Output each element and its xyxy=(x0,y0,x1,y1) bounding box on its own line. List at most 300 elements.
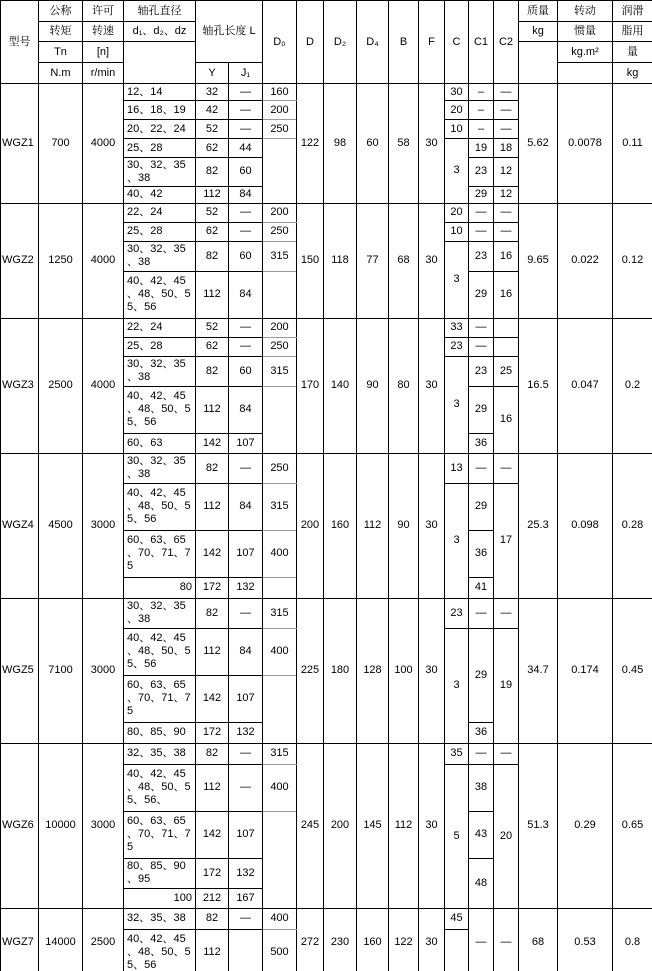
cell-bore: 25、28 xyxy=(124,222,196,241)
cell-bore: 12、14 xyxy=(124,84,196,101)
cell-y: 112 xyxy=(196,483,229,530)
cell-bore: 100 xyxy=(124,888,196,908)
cell-inertia: 0.022 xyxy=(558,203,613,318)
cell-bore: 30、32、35、38 xyxy=(124,241,196,271)
cell-y: 32 xyxy=(196,84,229,101)
cell-bore: 22、24 xyxy=(124,203,196,222)
cell-speed: 2500 xyxy=(83,908,124,971)
cell-c: 3 xyxy=(445,356,469,453)
cell-speed: 4000 xyxy=(83,318,124,453)
cell-d0: 200 xyxy=(263,101,297,120)
cell-d4: 60 xyxy=(357,84,389,204)
cell-y: 112 xyxy=(196,628,229,675)
cell-j1: — xyxy=(229,203,263,222)
cell-c xyxy=(445,929,469,971)
cell-c1: 29 xyxy=(469,271,494,318)
cell-d2: 98 xyxy=(324,84,357,204)
col-header-length-y: Y xyxy=(196,63,229,84)
cell-c1: 23 xyxy=(469,158,494,187)
col-header-grease: kg xyxy=(613,63,652,84)
cell-bore: 30、32、35、38 xyxy=(124,356,196,386)
cell-c1: 29 xyxy=(469,483,494,530)
cell-d0: 400 xyxy=(263,628,297,675)
cell-c1: 36 xyxy=(469,722,494,743)
cell-c2: 16 xyxy=(494,386,519,453)
cell-d0: 315 xyxy=(263,356,297,386)
cell-inertia: 0.047 xyxy=(558,318,613,453)
cell-d4: 77 xyxy=(357,203,389,318)
cell-j1: 167 xyxy=(229,888,263,908)
cell-d0: 400 xyxy=(263,764,297,811)
cell-j1: 60 xyxy=(229,158,263,187)
cell-c2: 25 xyxy=(494,356,519,386)
cell-c2: 19 xyxy=(494,628,519,743)
cell-y: 172 xyxy=(196,577,229,598)
cell-bore: 80、85、90 xyxy=(124,722,196,743)
cell-f: 30 xyxy=(419,453,445,598)
col-header-length-j1: J₁ xyxy=(229,63,263,84)
cell-mass: 34.7 xyxy=(519,598,558,743)
cell-d4: 90 xyxy=(357,318,389,453)
cell-j1: — xyxy=(229,84,263,101)
cell-bore: 25、28 xyxy=(124,337,196,356)
cell-d2: 200 xyxy=(324,743,357,908)
cell-j1 xyxy=(229,929,263,971)
cell-grease: 0.65 xyxy=(613,743,652,908)
cell-b: 90 xyxy=(389,453,419,598)
cell-c: 20 xyxy=(445,101,469,120)
cell-d: 170 xyxy=(297,318,324,453)
cell-j1: — xyxy=(229,318,263,337)
cell-c1: 36 xyxy=(469,433,494,453)
cell-d: 245 xyxy=(297,743,324,908)
col-header-b: B xyxy=(389,1,419,84)
cell-j1: — xyxy=(229,120,263,139)
col-header-d: D xyxy=(297,1,324,84)
cell-d0 xyxy=(263,139,297,204)
cell-c1: — xyxy=(469,203,494,222)
cell-c: 30 xyxy=(445,84,469,101)
cell-model: WGZ4 xyxy=(1,453,39,598)
cell-j1: 60 xyxy=(229,241,263,271)
cell-speed: 3000 xyxy=(83,598,124,743)
cell-grease: 0.45 xyxy=(613,598,652,743)
table-row xyxy=(1,598,652,628)
cell-d4: 160 xyxy=(357,908,389,971)
col-header-inertia: 转动 xyxy=(558,1,613,22)
cell-torque: 1250 xyxy=(39,203,83,318)
cell-torque: 10000 xyxy=(39,743,83,908)
cell-y: 172 xyxy=(196,722,229,743)
cell-c1: — xyxy=(469,598,494,628)
cell-model: WGZ3 xyxy=(1,318,39,453)
cell-j1: 84 xyxy=(229,386,263,433)
cell-torque: 4500 xyxy=(39,453,83,598)
cell-d: 150 xyxy=(297,203,324,318)
cell-y: 82 xyxy=(196,241,229,271)
cell-y: 62 xyxy=(196,337,229,356)
cell-c: 5 xyxy=(445,764,469,908)
cell-f: 30 xyxy=(419,743,445,908)
col-header-grease: 量 xyxy=(613,42,652,63)
cell-mass: 25.3 xyxy=(519,453,558,598)
cell-grease: 0.12 xyxy=(613,203,652,318)
col-header-mass-blank xyxy=(519,42,558,84)
cell-c: 3 xyxy=(445,483,469,598)
cell-bore: 40、42、45、48、50、55、56 xyxy=(124,929,196,971)
cell-d: 200 xyxy=(297,453,324,598)
cell-c2: — xyxy=(494,598,519,628)
cell-mass: 9.65 xyxy=(519,203,558,318)
cell-y: 112 xyxy=(196,386,229,433)
cell-model: WGZ6 xyxy=(1,743,39,908)
cell-c2 xyxy=(494,337,519,356)
cell-c1: 23 xyxy=(469,241,494,271)
cell-bore: 30、32、35、38 xyxy=(124,158,196,187)
cell-y: 52 xyxy=(196,203,229,222)
col-header-length: 轴孔长度 L xyxy=(196,1,263,63)
cell-y: 42 xyxy=(196,101,229,120)
cell-c: 35 xyxy=(445,743,469,764)
col-header-d4: D₄ xyxy=(357,1,389,84)
cell-j1: 84 xyxy=(229,483,263,530)
cell-d0 xyxy=(263,811,297,908)
cell-c2: — xyxy=(494,908,519,971)
cell-j1: 107 xyxy=(229,811,263,858)
cell-c1: — xyxy=(469,222,494,241)
cell-j1: 107 xyxy=(229,530,263,577)
cell-c1: 29 xyxy=(469,386,494,433)
cell-d0: 200 xyxy=(263,203,297,222)
cell-model: WGZ2 xyxy=(1,203,39,318)
cell-c1: — xyxy=(469,743,494,764)
cell-speed: 3000 xyxy=(83,453,124,598)
cell-d0: 315 xyxy=(263,241,297,271)
cell-c2: 20 xyxy=(494,764,519,908)
cell-c: 3 xyxy=(445,139,469,204)
cell-c: 45 xyxy=(445,908,469,929)
cell-d: 122 xyxy=(297,84,324,204)
cell-c1: — xyxy=(469,908,494,971)
cell-y: 62 xyxy=(196,139,229,158)
cell-y: 82 xyxy=(196,598,229,628)
col-header-bore-blank xyxy=(124,42,196,84)
cell-d0: 315 xyxy=(263,483,297,530)
cell-inertia: 0.098 xyxy=(558,453,613,598)
cell-c1: – xyxy=(469,120,494,139)
cell-f: 30 xyxy=(419,908,445,971)
col-header-f: F xyxy=(419,1,445,84)
cell-c: 13 xyxy=(445,453,469,483)
cell-inertia: 0.53 xyxy=(558,908,613,971)
cell-bore: 40、42 xyxy=(124,186,196,203)
cell-b: 80 xyxy=(389,318,419,453)
cell-c2 xyxy=(494,318,519,337)
cell-c1: — xyxy=(469,337,494,356)
cell-c2: — xyxy=(494,120,519,139)
table-row xyxy=(1,908,652,929)
cell-b: 100 xyxy=(389,598,419,743)
cell-y: 112 xyxy=(196,929,229,971)
cell-d0 xyxy=(263,271,297,318)
col-header-speed: 转速 xyxy=(83,22,124,42)
cell-bore: 32、35、38 xyxy=(124,908,196,929)
cell-d0: 315 xyxy=(263,743,297,764)
col-header-bore: 轴孔直径 xyxy=(124,1,196,22)
cell-grease: 0.28 xyxy=(613,453,652,598)
cell-c1: 29 xyxy=(469,186,494,203)
cell-d0: 250 xyxy=(263,222,297,241)
cell-d2: 140 xyxy=(324,318,357,453)
table-row xyxy=(1,84,652,101)
cell-speed: 4000 xyxy=(83,203,124,318)
cell-c2: 16 xyxy=(494,271,519,318)
cell-d: 272 xyxy=(297,908,324,971)
cell-c: 3 xyxy=(445,241,469,318)
cell-c: 23 xyxy=(445,598,469,628)
cell-torque: 7100 xyxy=(39,598,83,743)
cell-j1: — xyxy=(229,453,263,483)
cell-mass: 68 xyxy=(519,908,558,971)
cell-j1: 84 xyxy=(229,271,263,318)
cell-grease: 0.11 xyxy=(613,84,652,204)
cell-c2: — xyxy=(494,203,519,222)
cell-c2: 16 xyxy=(494,241,519,271)
cell-mass: 51.3 xyxy=(519,743,558,908)
cell-j1: — xyxy=(229,101,263,120)
col-header-c2: C2 xyxy=(494,1,519,84)
cell-y: 112 xyxy=(196,186,229,203)
cell-j1: — xyxy=(229,598,263,628)
cell-j1: — xyxy=(229,222,263,241)
cell-bore: 40、42、45、48、50、55、56 xyxy=(124,271,196,318)
cell-bore: 80 xyxy=(124,577,196,598)
cell-y: 142 xyxy=(196,530,229,577)
col-header-c: C xyxy=(445,1,469,84)
col-header-speed: r/min xyxy=(83,63,124,84)
col-header-mass: kg xyxy=(519,22,558,42)
cell-b: 58 xyxy=(389,84,419,204)
cell-grease: 0.2 xyxy=(613,318,652,453)
cell-bore: 30、32、35、38 xyxy=(124,598,196,628)
cell-grease: 0.8 xyxy=(613,908,652,971)
cell-f: 30 xyxy=(419,598,445,743)
cell-inertia: 0.29 xyxy=(558,743,613,908)
col-header-speed: 许可 xyxy=(83,1,124,22)
cell-c1: 23 xyxy=(469,356,494,386)
cell-c2: — xyxy=(494,222,519,241)
cell-torque: 2500 xyxy=(39,318,83,453)
col-header-torque: N.m xyxy=(39,63,83,84)
cell-c2: 12 xyxy=(494,158,519,187)
cell-c: 23 xyxy=(445,337,469,356)
cell-bore: 60、63、65、70、71、75 xyxy=(124,530,196,577)
cell-c2: 17 xyxy=(494,483,519,598)
cell-b: 112 xyxy=(389,743,419,908)
cell-torque: 700 xyxy=(39,84,83,204)
cell-c: 33 xyxy=(445,318,469,337)
col-header-bore: d₁、d₂、dz xyxy=(124,22,196,42)
cell-c1: 43 xyxy=(469,811,494,858)
cell-j1: 84 xyxy=(229,628,263,675)
col-header-model: 型号 xyxy=(1,1,39,84)
cell-j1: — xyxy=(229,743,263,764)
table-row xyxy=(1,318,652,337)
cell-c1: – xyxy=(469,84,494,101)
cell-y: 82 xyxy=(196,453,229,483)
cell-d0: 160 xyxy=(263,84,297,101)
cell-c2: 12 xyxy=(494,186,519,203)
cell-j1: 132 xyxy=(229,577,263,598)
cell-c2: — xyxy=(494,743,519,764)
cell-y: 112 xyxy=(196,764,229,811)
cell-j1: — xyxy=(229,337,263,356)
cell-torque: 14000 xyxy=(39,908,83,971)
cell-mass: 16.5 xyxy=(519,318,558,453)
cell-d0: 250 xyxy=(263,453,297,483)
cell-c2: — xyxy=(494,84,519,101)
cell-d2: 160 xyxy=(324,453,357,598)
cell-y: 82 xyxy=(196,743,229,764)
cell-bore: 32、35、38 xyxy=(124,743,196,764)
cell-j1: 44 xyxy=(229,139,263,158)
cell-bore: 60、63 xyxy=(124,433,196,453)
cell-bore: 16、18、19 xyxy=(124,101,196,120)
spec-table-body xyxy=(1,84,652,971)
cell-d0: 250 xyxy=(263,120,297,139)
cell-d0 xyxy=(263,386,297,453)
cell-inertia: 0.174 xyxy=(558,598,613,743)
cell-c: 20 xyxy=(445,203,469,222)
cell-bore: 22、24 xyxy=(124,318,196,337)
col-header-mass: 质量 xyxy=(519,1,558,22)
cell-y: 212 xyxy=(196,888,229,908)
col-header-grease: 脂用 xyxy=(613,22,652,42)
cell-c2: 18 xyxy=(494,139,519,158)
cell-j1: 84 xyxy=(229,186,263,203)
cell-d0: 200 xyxy=(263,318,297,337)
cell-c: 10 xyxy=(445,120,469,139)
cell-d4: 145 xyxy=(357,743,389,908)
cell-y: 82 xyxy=(196,356,229,386)
col-header-torque: 公称 xyxy=(39,1,83,22)
cell-j1: 132 xyxy=(229,722,263,743)
cell-y: 52 xyxy=(196,318,229,337)
col-header-d2: D₂ xyxy=(324,1,357,84)
cell-d2: 230 xyxy=(324,908,357,971)
cell-y: 52 xyxy=(196,120,229,139)
col-header-torque: 转矩 xyxy=(39,22,83,42)
col-header-inertia-blank xyxy=(558,63,613,84)
cell-c1: 48 xyxy=(469,858,494,908)
cell-y: 142 xyxy=(196,433,229,453)
table-row xyxy=(1,453,652,483)
cell-d2: 118 xyxy=(324,203,357,318)
col-header-speed: [n] xyxy=(83,42,124,63)
cell-bore: 30、32、35、38 xyxy=(124,453,196,483)
table-row xyxy=(1,743,652,764)
cell-bore: 25、28 xyxy=(124,139,196,158)
cell-j1: — xyxy=(229,764,263,811)
cell-b: 68 xyxy=(389,203,419,318)
header-row xyxy=(1,1,652,22)
cell-c1: 41 xyxy=(469,577,494,598)
cell-d0: 400 xyxy=(263,908,297,929)
cell-c2: — xyxy=(494,101,519,120)
col-header-inertia: kg.m² xyxy=(558,42,613,63)
cell-bore: 40、42、45、48、50、55、56、 xyxy=(124,764,196,811)
cell-y: 62 xyxy=(196,222,229,241)
cell-bore: 40、42、45、48、50、55、56 xyxy=(124,628,196,675)
cell-f: 30 xyxy=(419,318,445,453)
col-header-inertia: 惯量 xyxy=(558,22,613,42)
cell-f: 30 xyxy=(419,203,445,318)
cell-model: WGZ7 xyxy=(1,908,39,971)
cell-f: 30 xyxy=(419,84,445,204)
cell-j1: 107 xyxy=(229,433,263,453)
cell-bore: 60、63、65、70、71、75 xyxy=(124,675,196,722)
cell-c2: — xyxy=(494,453,519,483)
cell-d0 xyxy=(263,675,297,743)
cell-d0: 500 xyxy=(263,929,297,971)
cell-d0: 400 xyxy=(263,530,297,577)
cell-c1: 38 xyxy=(469,764,494,811)
cell-y: 172 xyxy=(196,858,229,888)
cell-speed: 3000 xyxy=(83,743,124,908)
cell-c1: – xyxy=(469,101,494,120)
cell-d0: 250 xyxy=(263,337,297,356)
cell-bore: 40、42、45、48、50、55、56 xyxy=(124,386,196,433)
cell-model: WGZ5 xyxy=(1,598,39,743)
cell-y: 82 xyxy=(196,908,229,929)
cell-y: 142 xyxy=(196,811,229,858)
table-row xyxy=(1,203,652,222)
cell-inertia: 0.0078 xyxy=(558,84,613,204)
cell-c1: 36 xyxy=(469,530,494,577)
cell-d4: 128 xyxy=(357,598,389,743)
cell-d4: 112 xyxy=(357,453,389,598)
cell-bore: 80、85、90、95 xyxy=(124,858,196,888)
cell-y: 142 xyxy=(196,675,229,722)
spec-table-header xyxy=(1,1,652,84)
cell-d0: 315 xyxy=(263,598,297,628)
col-header-c1: C1 xyxy=(469,1,494,84)
cell-y: 112 xyxy=(196,271,229,318)
cell-bore: 40、42、45、48、50、55、56 xyxy=(124,483,196,530)
cell-y: 82 xyxy=(196,158,229,187)
cell-c1: 29 xyxy=(469,628,494,722)
cell-j1: 107 xyxy=(229,675,263,722)
cell-j1: — xyxy=(229,908,263,929)
cell-j1: 60 xyxy=(229,356,263,386)
col-header-d0: D₀ xyxy=(263,1,297,84)
cell-c1: — xyxy=(469,318,494,337)
cell-model: WGZ1 xyxy=(1,84,39,204)
cell-bore: 60、63、65、70、71、75 xyxy=(124,811,196,858)
cell-c1: 19 xyxy=(469,139,494,158)
cell-b: 122 xyxy=(389,908,419,971)
cell-d: 225 xyxy=(297,598,324,743)
cell-d2: 180 xyxy=(324,598,357,743)
cell-d0 xyxy=(263,577,297,598)
cell-mass: 5.62 xyxy=(519,84,558,204)
cell-c: 3 xyxy=(445,628,469,743)
col-header-grease: 润滑 xyxy=(613,1,652,22)
col-header-torque: Tn xyxy=(39,42,83,63)
cell-c1: — xyxy=(469,453,494,483)
cell-speed: 4000 xyxy=(83,84,124,204)
cell-bore: 20、22、24 xyxy=(124,120,196,139)
